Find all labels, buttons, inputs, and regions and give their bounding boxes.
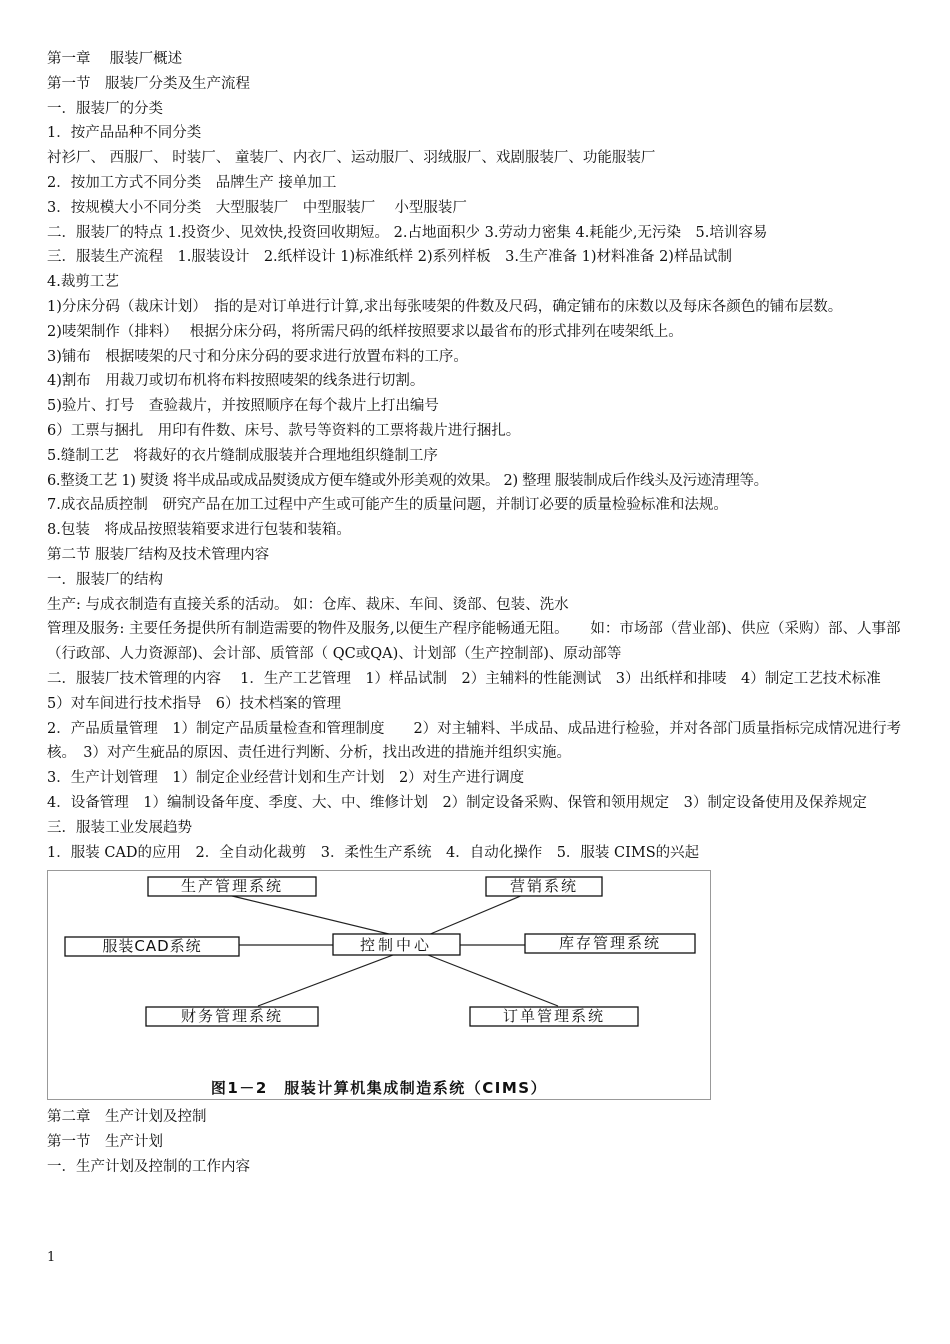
- cims-diagram: [47, 870, 711, 1100]
- section-title: 第一节 服装厂分类及生产流程: [47, 75, 250, 92]
- node-cad-label: 服装CAD系统: [102, 937, 202, 956]
- node-finance-label: 财务管理系统: [180, 1007, 284, 1026]
- section-title: 第二节 服装厂结构及技术管理内容: [47, 546, 270, 563]
- document-body: [47, 47, 907, 1180]
- text-line: 3．按规模大小不同分类 大型服装厂 中型服装厂 小型服装厂: [47, 199, 467, 216]
- node-inventory-label: 库存管理系统: [558, 934, 662, 953]
- center-label: 控制中心: [359, 936, 433, 955]
- heading: 一．服装厂的分类: [47, 100, 163, 117]
- text-paragraph: 二．服装厂技术管理的内容 1．生产工艺管理 1）样品试制 2）主辅料的性能测试 3）出纸样和排唛 4）制定工艺技术标准 5）对车间进行技术指导 6）技术档案的管理: [47, 670, 896, 712]
- text-line: 1．服装 CAD的应用 2．全自动化裁剪 3．柔性生产系统 4．自动化操作 5．服装 CIMS的兴起: [47, 844, 700, 861]
- text-line: 1．按产品品种不同分类: [47, 125, 202, 142]
- section-1: [47, 47, 907, 865]
- figure-caption: 图1－2 服装计算机集成制造系统（CIMS）: [210, 1079, 548, 1098]
- section-title: 第一节 生产计划: [47, 1134, 163, 1151]
- text-line: 4)割布 用裁刀或切布机将布料按照唛架的线条进行切割。: [47, 373, 425, 390]
- text-line: 2．按加工方式不同分类 品牌生产 接单加工: [47, 174, 337, 191]
- chapter-title: 第一章 服装厂概述: [47, 51, 183, 67]
- text-line: 2)唛架制作（排料） 根据分床分码，将所需尺码的纸样按照要求以最省布的形式排列在唛架纸上。: [47, 323, 683, 340]
- text-line: 6.整烫工艺 1) 熨烫 将半成品或成品熨烫成方便车缝或外形美观的效果。 2) 整理 服装制成后作线头及污迹清理等。: [47, 472, 768, 489]
- text-line: 4.裁剪工艺: [47, 274, 119, 291]
- text-paragraph: 1)分床分码（裁床计划） 指的是对订单进行计算,求出每张唛架的件数及尺码，确定铺布的床数以及每床各颜色的铺布层数。: [47, 298, 843, 315]
- text-line: 3．生产计划管理 1）制定企业经营计划和生产计划 2）对生产进行调度: [47, 770, 525, 787]
- heading: 一．生产计划及控制的工作内容: [47, 1158, 250, 1175]
- page-number: 1: [47, 1250, 56, 1265]
- cims-diagram-svg: [48, 871, 710, 1099]
- text-line: 3)铺布 根据唛架的尺寸和分床分码的要求进行放置布料的工序。: [47, 348, 468, 365]
- text-line: 5.缝制工艺 将裁好的衣片缝制成服装并合理地组织缝制工序: [47, 447, 438, 464]
- text-line: 6）工票与捆扎 用印有件数、床号、款号等资料的工票将裁片进行捆扎。: [47, 422, 521, 439]
- text-line: 衬衫厂、 西服厂、 时装厂、 童装厂、内衣厂、运动服厂、羽绒服厂、戏剧服装厂、功能服装厂: [47, 150, 656, 167]
- node-production-label: 生产管理系统: [180, 877, 284, 896]
- text-paragraph: 2．产品质量管理 1）制定产品质量检查和管理制度 2）对主辅料、半成品、成品进行检验，并对各部门质量指标完成情况进行考核。 3）对产生疵品的原因、责任进行判断、分析，找出改进的措施并组织实施。: [47, 720, 902, 762]
- node-marketing-label: 营销系统: [509, 877, 579, 896]
- text-paragraph: 管理及服务: 主要任务提供所有制造需要的物件及服务,以便生产程序能畅通无阻。 如：市场部（营业部)、供应（采购）部、人事部（行政部、人力资源部)、会计部、质管部（ QC或QA)、计划部（生产控制部)、原动部等: [47, 621, 901, 663]
- node-order-label: 订单管理系统: [502, 1007, 606, 1026]
- chapter-title: 第二章 生产计划及控制: [47, 1109, 207, 1126]
- text-line: 7.成衣品质控制 研究产品在加工过程中产生或可能产生的质量问题，并制订必要的质量检验标准和法规。: [47, 497, 728, 514]
- section-2: [47, 1105, 907, 1179]
- text-line: 二．服装厂的特点 1.投资少、见效快,投资回收期短。 2.占地面积少 3.劳动力密集 4.耗能少,无污染 5.培训容易: [47, 224, 768, 241]
- text-line: 5)验片、打号 查验裁片，并按照顺序在每个裁片上打出编号: [47, 398, 439, 415]
- text-paragraph: 4．设备管理 1）编制设备年度、季度、大、中、维修计划 2）制定设备采购、保管和领用规定 3）制定设备使用及保养规定: [47, 794, 867, 811]
- heading: 一．服装厂的结构: [47, 571, 163, 588]
- text-line: 生产: 与成衣制造有直接关系的活动。 如：仓库、裁床、车间、烫部、包装、洗水: [47, 596, 569, 613]
- text-line: 三．服装生产流程 1.服装设计 2.纸样设计 1)标准纸样 2)系列样板 3.生产准备 1)材料准备 2)样品试制: [47, 249, 732, 266]
- heading: 三．服装工业发展趋势: [47, 819, 192, 836]
- text-line: 8.包装 将成品按照装箱要求进行包装和装箱。: [47, 522, 351, 539]
